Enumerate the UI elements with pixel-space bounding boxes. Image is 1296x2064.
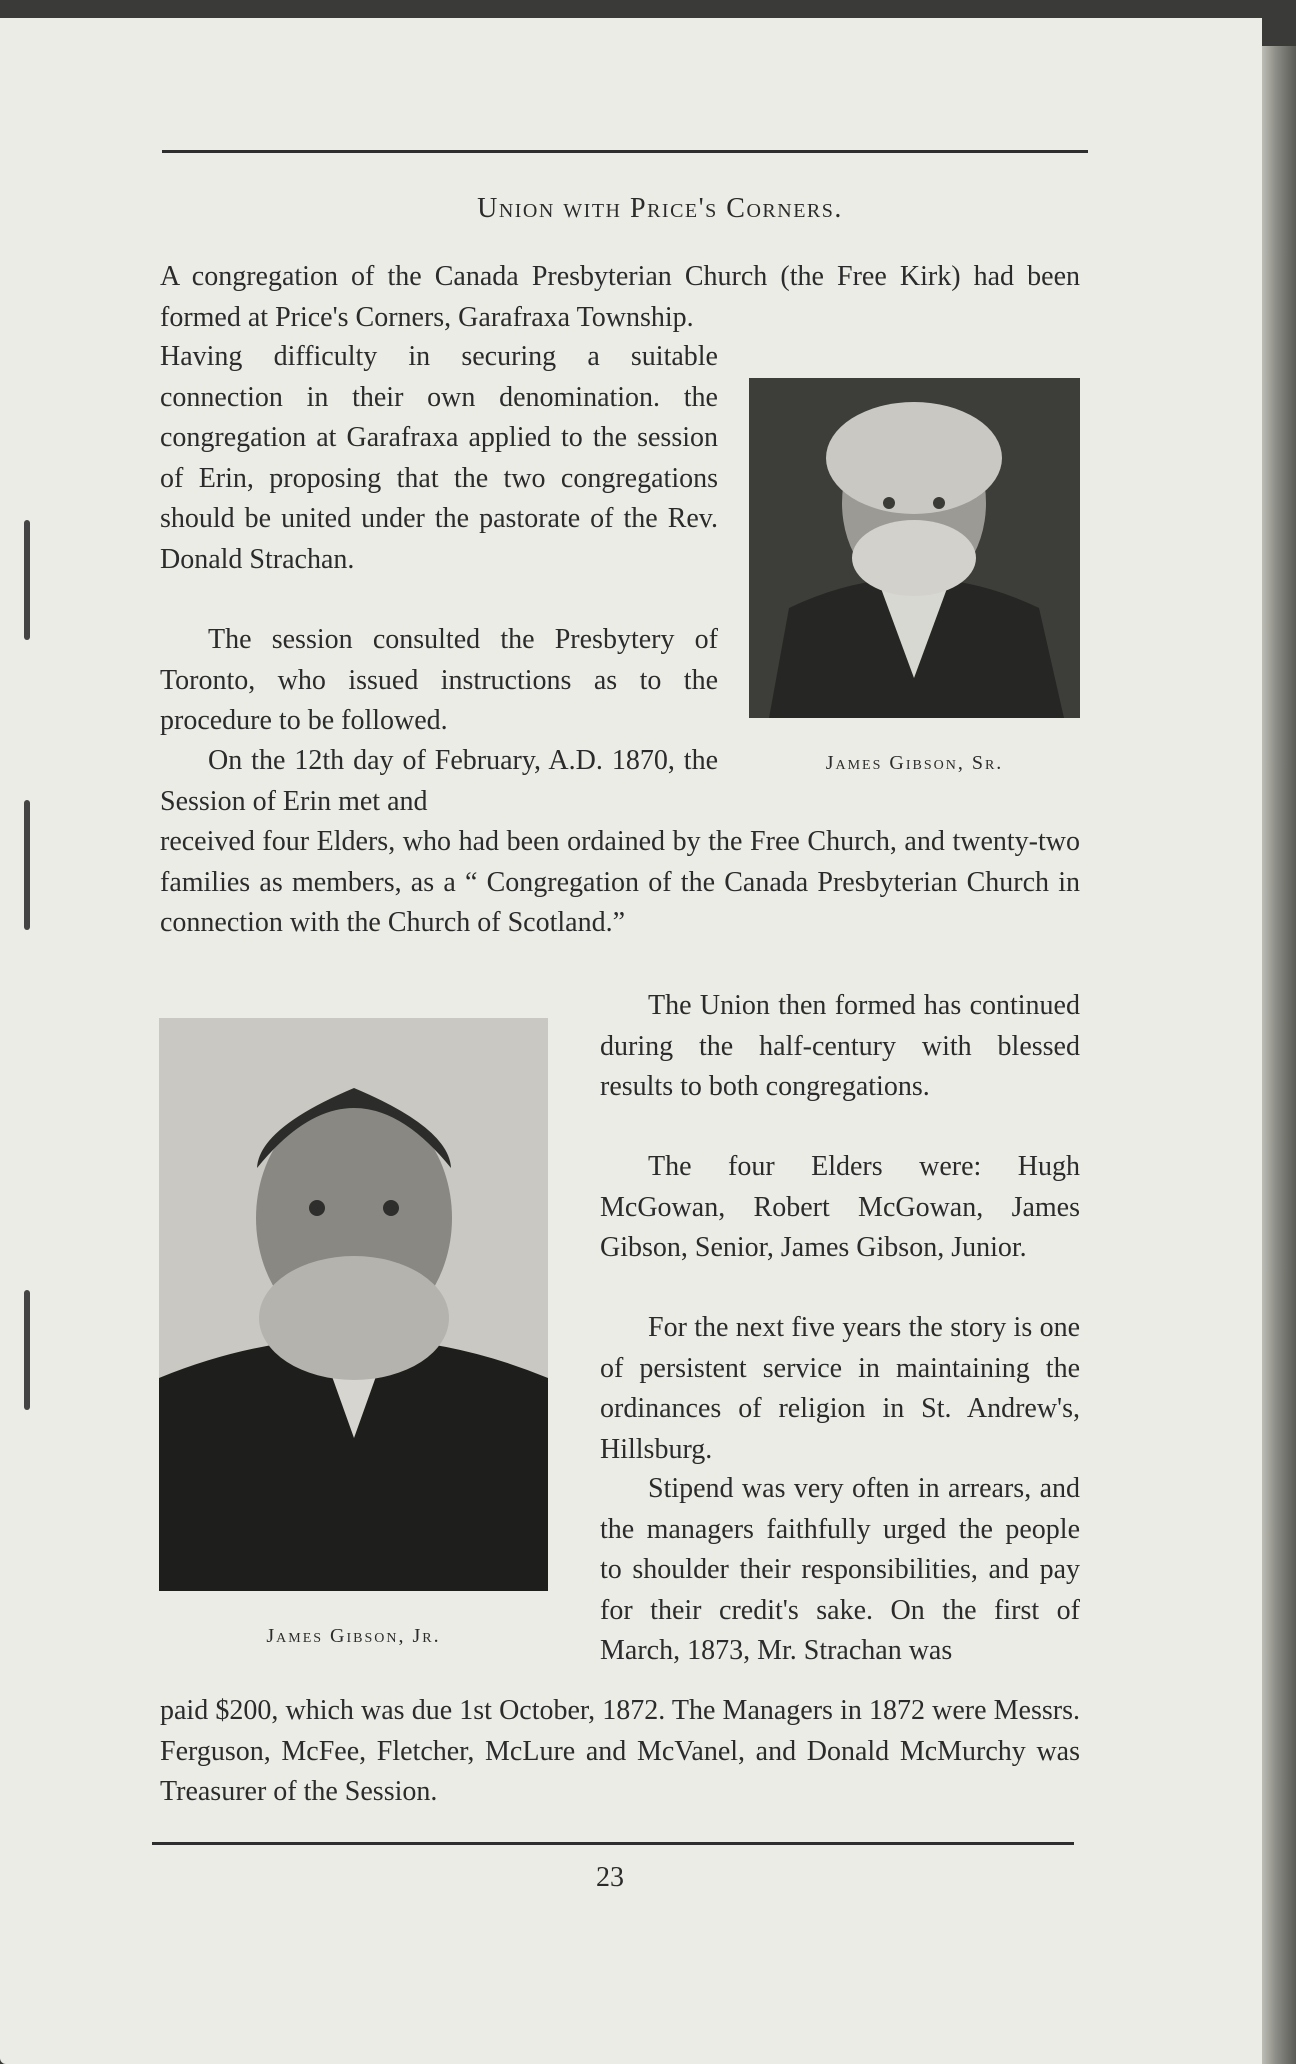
paragraph-five-years: For the next five years the story is one of persistent service in maintaining the ordinances of religion in St. Andrew's, Hillsburg. [600, 1312, 1080, 1465]
section-heading: Union with Price's Corners. [477, 193, 843, 224]
bottom-rule [152, 1842, 1074, 1845]
top-rule [162, 150, 1088, 153]
page-number: 23 [596, 1862, 624, 1893]
paragraph-stipend-cont: paid $200, which was due 1st October, 1872. The Managers in 1872 were Messrs. Ferguson, McFee, Fletcher, McLure and McVanel, and Donald McMurchy was Treasurer of the Session. [160, 1695, 1080, 1807]
paragraph-intro-cont: Having difficulty in securing a suitable connection in their own denomination. the congregation at Garafraxa applied to the session of Erin, proposing that the two congregations should be united under the pastorate of the Rev. Donald Strachan. [160, 341, 718, 575]
caption-james-gibson-sr: James Gibson, Sr. [825, 752, 1004, 774]
binding-stitch [24, 520, 30, 640]
paragraph-february: On the 12th day of February, A.D. 1870, the Session of Erin met and [160, 745, 718, 817]
paragraph-elders: The four Elders were: Hugh McGowan, Robert McGowan, James Gibson, Senior, James Gibson, Junior. [600, 1151, 1080, 1263]
portrait-james-gibson-jr [159, 1018, 548, 1591]
paragraph-february-cont: received four Elders, who had been ordained by the Free Church, and twenty-two families as members, as a “ Congregation of the Canada Presbyterian Church in connection with the Church of Scotland.” [160, 826, 1080, 938]
portrait-james-gibson-sr [749, 378, 1080, 718]
paragraph-presbytery: The session consulted the Presbytery of Toronto, who issued instructions as to the procedure to be followed. [160, 624, 718, 736]
binding-stitch [24, 800, 30, 930]
caption-james-gibson-jr: James Gibson, Jr. [266, 1625, 441, 1647]
paragraph-stipend: Stipend was very often in arrears, and the managers faithfully urged the people to shoulder their responsibilities, and pay for their credit's sake. On the first of March, 1873, Mr. Strachan was [600, 1473, 1080, 1666]
page-edge [1262, 46, 1296, 2064]
paragraph-intro: A congregation of the Canada Presbyterian Church (the Free Kirk) had been formed at Price's Corners, Garafraxa Township. [160, 261, 1080, 333]
paragraph-union: The Union then formed has continued during the half-century with blessed results to both congregations. [600, 990, 1080, 1102]
binding-stitch [24, 1290, 30, 1410]
